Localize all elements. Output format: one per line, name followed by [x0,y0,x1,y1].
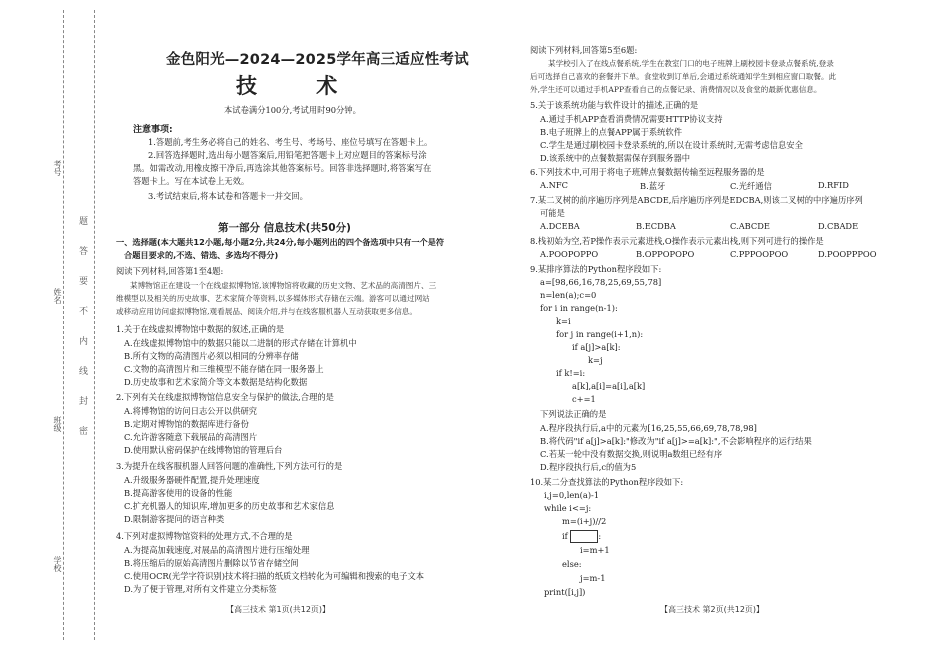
code-line: for j in range(i+1,n): [556,329,644,339]
page-footer: 【高三技术 第1页(共12页)】 [226,605,331,614]
material-line: 某学校引入了在线点餐系统,学生在教室门口的电子班牌上刷校园卡登录点餐系统,登录 [548,59,834,68]
code-line: for i in range(n-1): [540,303,618,313]
label-name: 姓名 [53,288,62,304]
code-line: a[k],a[i]=a[i],a[k] [572,381,646,391]
option: B.所有文物的高清图片必须以相同的分辨率存储 [124,351,299,361]
code-line: k=j [588,355,603,365]
option: B.电子班牌上的点餐APP属于系统软件 [540,127,683,137]
binding-strip [0,0,108,650]
warn-char: 要 [77,276,87,285]
note-line: 1.答题前,考生务必将自己的姓名、考生号、考场号、座位号填写在答题卡上。 [148,137,433,147]
code-line: n=len(a);c=0 [540,290,597,300]
option: B.将压缩后的原始高清图片删除以节省存储空间 [124,558,299,568]
option: D.限制游客提问的语言种类 [124,514,225,524]
note-line: 答题卡上。写在本试卷上无效。 [133,176,250,186]
option: A.在线虚拟博物馆中的数据只能以二进制的形式存储在计算机中 [124,338,357,348]
note-line: 2.回答选择题时,选出每小题答案后,用铅笔把答题卡上对应题目的答案标号涂 [148,150,427,160]
question-stem: 1.关于在线虚拟博物馆中数据的叙述,正确的是 [116,324,285,334]
option: A.POOPOPPO [540,249,599,259]
question-stem: 6.下列技术中,可用于将电子班牌点餐数据传输至远程服务器的是 [530,167,765,177]
option: C.扩充机器人的知识库,增加更多的历史故事和艺术家信息 [124,501,335,511]
option: A.NFC [540,180,568,190]
score-info: 本试卷满分100分,考试用时90分钟。 [224,105,361,115]
question-stem: 8.栈初始为空,若P操作表示元素进栈,O操作表示元素出栈,则下列可进行的操作是 [530,236,824,246]
warn-char: 内 [77,336,87,345]
code-line: i=m+1 [580,545,610,555]
material-line: 维模型以及相关的历史故事、艺术家简介等资料,以多媒体形式存储在云端。游客可以通过网站 [116,294,430,303]
seal-line [94,10,95,640]
label-school: 学校 [53,556,62,572]
answer-blank[interactable] [570,530,598,543]
option: D.RFID [818,180,849,190]
part1-heading: 第一部分 信息技术(共50分) [218,222,351,234]
material-line: 外,学生还可以通过手机APP查看自己的点餐记录、消费情况以及食堂的最新优惠信息。 [530,85,822,94]
option: B.定期对博物馆的数据库进行备份 [124,419,249,429]
option: D.CBADE [818,221,859,231]
notes-heading: 注意事项: [133,125,173,135]
question-stem: 10.某二分查找算法的Python程序段如下: [530,477,684,487]
option: B.ECDBA [636,221,676,231]
exam-title: 金色阳光—2024—2025学年高三适应性考试 [166,52,469,68]
warn-char: 不 [77,306,87,315]
question-stem: 可能是 [540,208,565,218]
warn-char: 题 [77,216,87,225]
subject-title: 技 术 [236,74,364,98]
option: A.升级服务器硬件配置,提升处理速度 [124,475,260,485]
option: A.为提高加载速度,对展品的高清图片进行压缩处理 [124,545,310,555]
question-stem: 9.某排序算法的Python程序段如下: [530,264,662,274]
option: C.ABCDE [730,221,770,231]
note-line: 黑。如需改动,用橡皮擦干净后,再选涂其他答案标号。回答非选择题时,将答案写在 [133,163,432,173]
code-line: while i<=j: [544,503,592,513]
code-line: if k!=i: [556,368,586,378]
code-line: j=m-1 [580,573,606,583]
option: D.为了便于管理,对所有文件建立分类标签 [124,584,277,594]
option: C.使用OCR(光学字符识别)技术将扫描的纸质文档转化为可编辑和搜索的电子文本 [124,571,425,581]
code-line: if [562,531,568,541]
option: A.将博物馆的访问日志公开以供研究 [124,406,258,416]
warn-char: 线 [77,366,87,375]
option: B.蓝牙 [640,181,666,191]
warn-char: 密 [77,426,87,435]
option: D.POOPPPOO [818,249,877,259]
question-stem: 7.某二叉树的前序遍历序列是ABCDE,后序遍历序列是EDCBA,则该二叉树的中序遍历序列 [530,195,863,205]
option: D.该系统中的点餐数据需保存到服务器中 [540,153,691,163]
reading-prompt: 阅读下列材料,回答第5至6题: [530,45,638,55]
warn-char: 封 [77,396,87,405]
page-footer: 【高三技术 第2页(共12页)】 [660,605,765,614]
question-stem: 4.下列对虚拟博物馆资料的处理方式,不合理的是 [116,531,293,541]
code-line: m=(i+j)//2 [562,516,607,526]
code-line: i,j=0,len(a)-1 [544,490,600,500]
name-line [63,10,64,640]
option: A.DCEBA [540,221,580,231]
option: B.将代码"if a[j]>a[k]:"修改为"if a[j]>=a[k]:",不会影响程序的运行结果 [540,436,812,446]
question-stem: 2.下列有关在线虚拟博物馆信息安全与保护的做法,合理的是 [116,392,334,402]
question-stem: 5.关于该系统功能与软件设计的描述,正确的是 [530,100,699,110]
code-line: print([i,j]) [544,587,586,597]
section-intro: 合题目要求的,不选、错选、多选均不得分) [124,250,279,260]
warn-char: 答 [77,246,87,255]
option: C.光纤通信 [730,181,772,191]
option: C.允许游客随意下载展品的高清图片 [124,432,258,442]
code-fill-line [562,530,601,543]
code-line: if a[j]>a[k]: [572,342,621,352]
code-line: a=[98,66,16,78,25,69,55,78] [540,277,662,287]
reading-prompt: 阅读下列材料,回答第1至4题: [116,266,224,276]
option: D.程序段执行后,c的值为5 [540,462,637,472]
code-line: else: [562,559,582,569]
material-line: 后可选择自己喜欢的套餐并下单。食堂收到订单后,会通过系统通知学生到相应窗口取餐。此 [530,72,837,81]
option: C.若某一轮中没有数据交换,则说明a数组已经有序 [540,449,723,459]
note-line: 3.考试结束后,将本试卷和答题卡一并交回。 [148,191,308,201]
option: A.程序段执行后,a中的元素为[16,25,55,66,69,78,78,98] [540,423,757,433]
option: B.提高游客使用的设备的性能 [124,488,233,498]
option: C.PPPOOPOO [730,249,789,259]
question-stem: 3.为提升在线客服机器人回答问题的准确性,下列方法可行的是 [116,461,343,471]
option: C.文物的高清图片和三维模型不能存储在同一服务器上 [124,364,324,374]
option: C.学生是通过刷校园卡登录系统的,所以在设计系统时,无需考虑信息安全 [540,140,803,150]
code-line: : [598,531,602,541]
option: A.通过手机APP查看消费情况需要HTTP协议支持 [540,114,723,124]
label-class: 班级 [53,416,62,432]
option: B.OPPOPOPO [636,249,695,259]
question-ask: 下列说法正确的是 [540,409,607,419]
material-line: 或移动应用访问虚拟博物馆,观看展品、阅读介绍,并与在线客服机器人互动获取更多信息。 [116,307,417,316]
material-line: 某博物馆正在建设一个在线虚拟博物馆,该博物馆将收藏的历史文物、艺术品的高清图片、三 [130,281,437,290]
option: D.历史故事和艺术家简介等文本数据是结构化数据 [124,377,308,387]
code-line: k=i [556,316,571,326]
code-line: c+=1 [572,394,596,404]
section-intro: 一、选择题(本大题共12小题,每小题2分,共24分,每小题列出的四个备选项中只有一个是符 [116,237,445,247]
option: D.使用默认密码保护在线博物馆的管理后台 [124,445,283,455]
label-exam-number: 考号 [53,160,62,176]
